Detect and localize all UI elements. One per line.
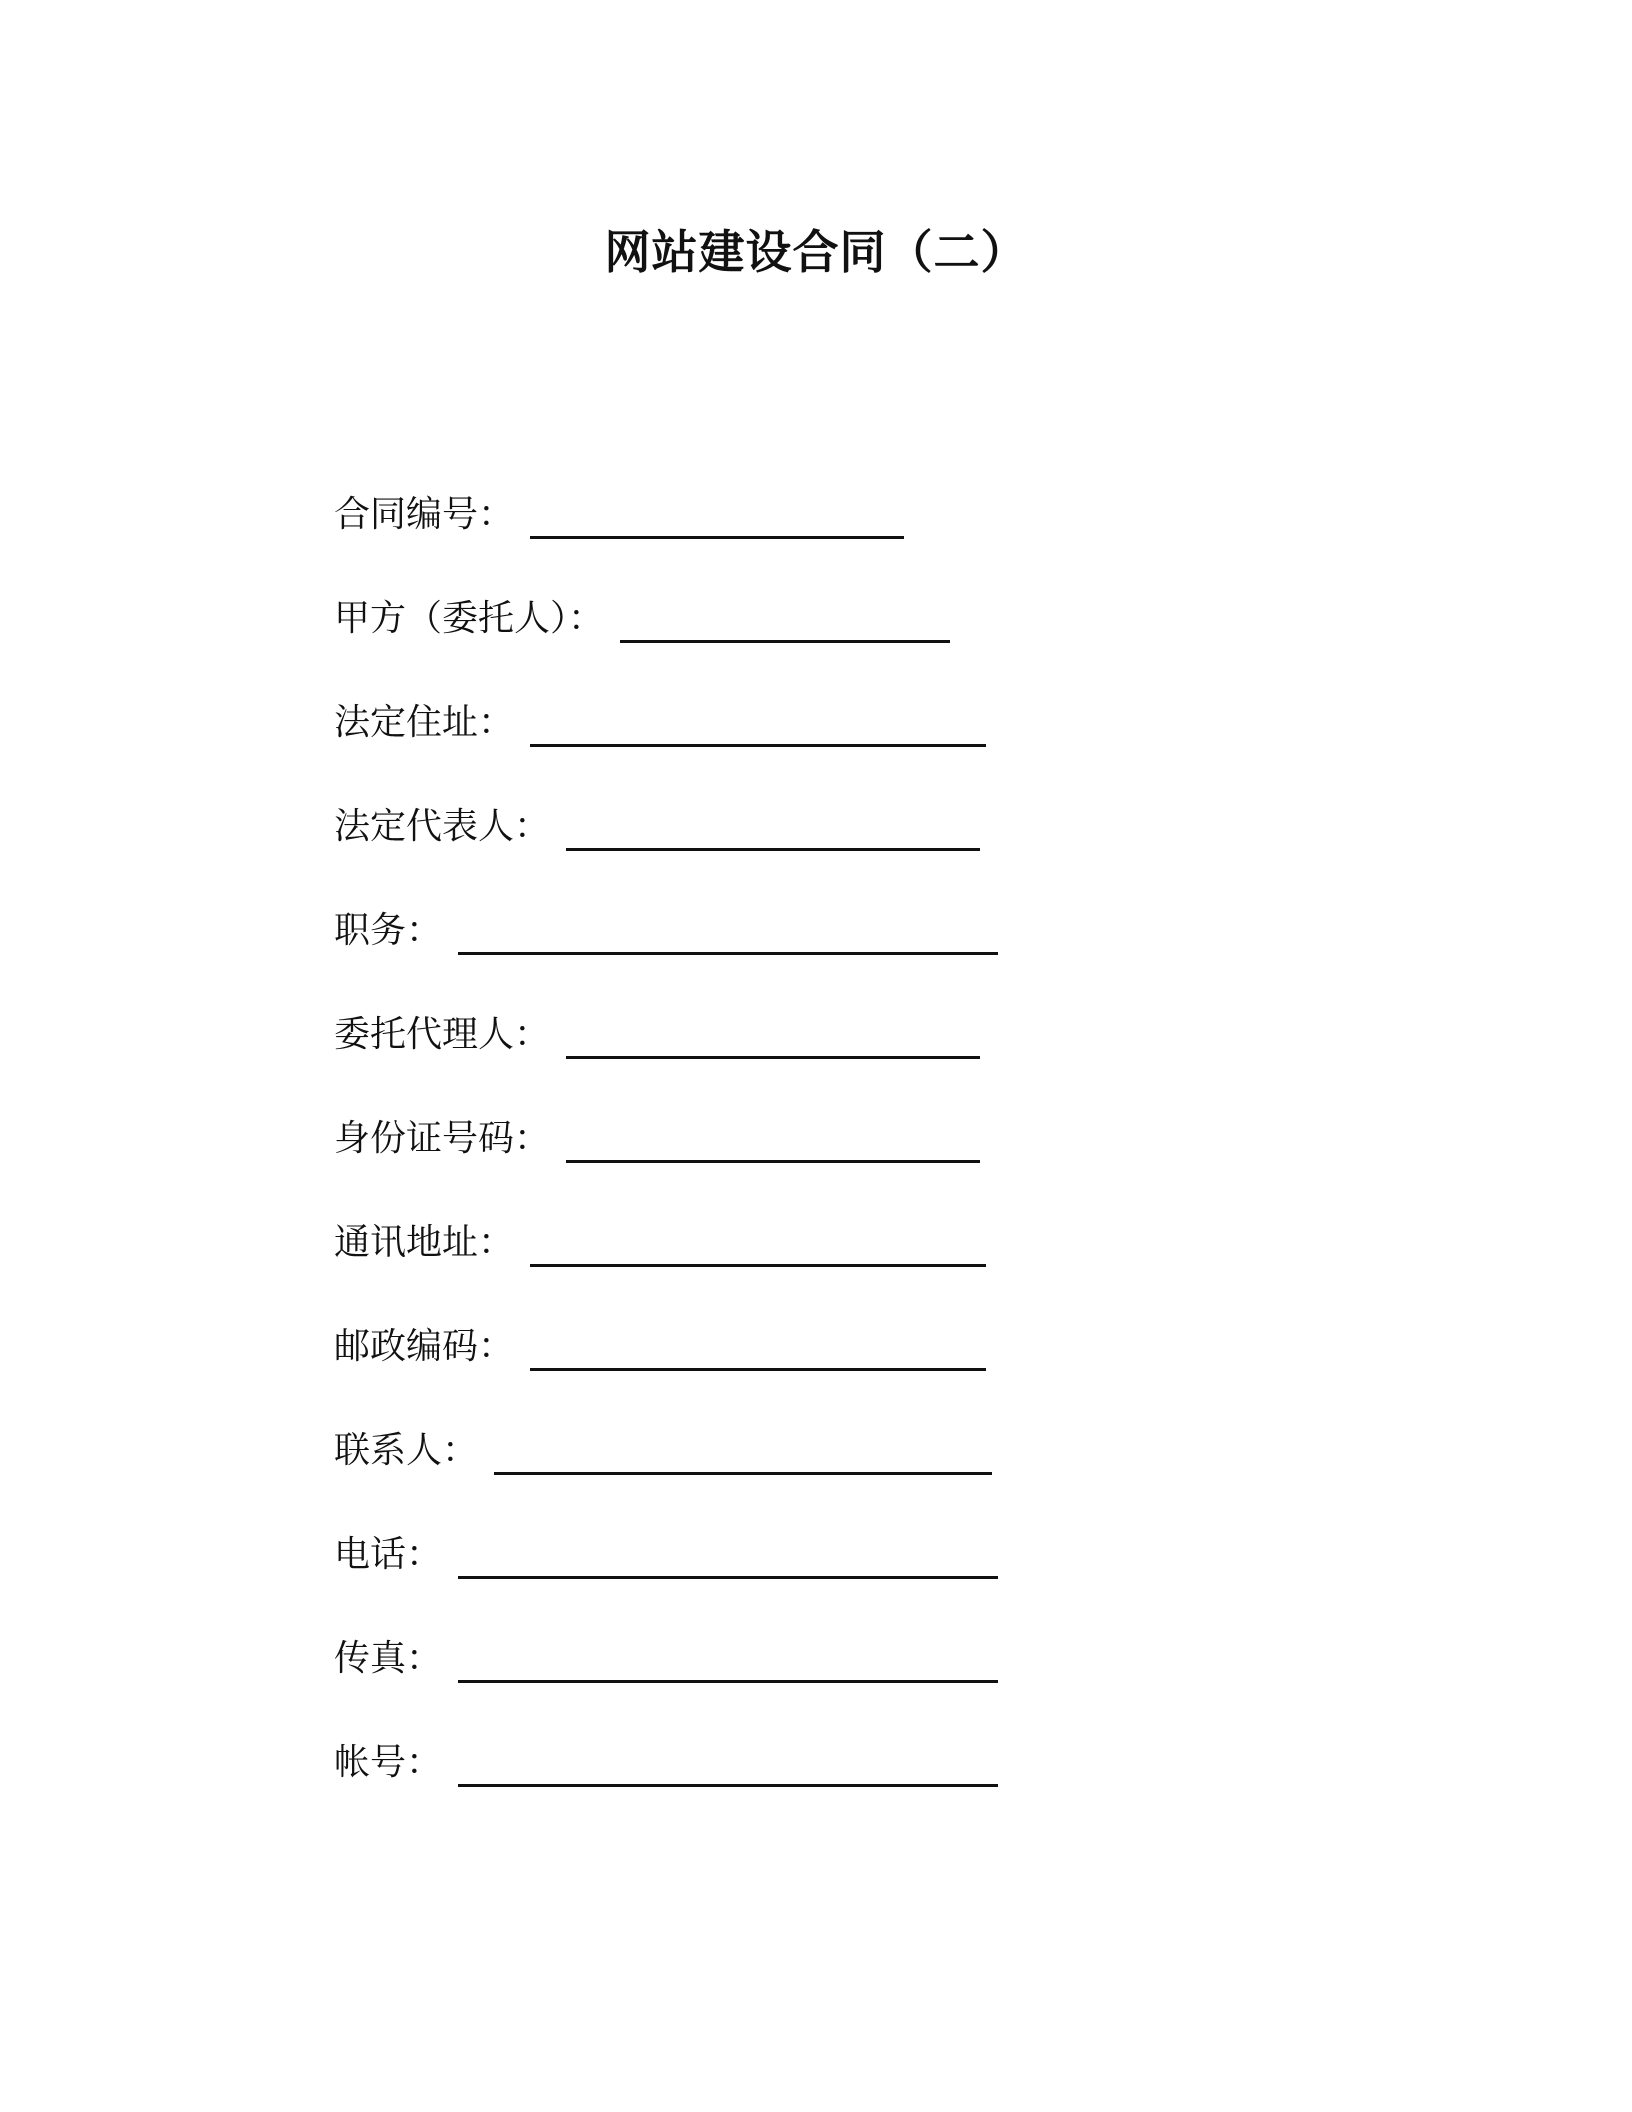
account-number-blank[interactable]	[458, 1736, 998, 1787]
mailing-address-row	[334, 1216, 1334, 1320]
party-a-label: 甲方（委托人）：	[334, 598, 605, 639]
legal-representative-row	[334, 800, 1334, 904]
postal-code-row	[334, 1320, 1334, 1424]
fax-row	[334, 1632, 1334, 1736]
mailing-address-label: 通讯地址：	[334, 1222, 515, 1263]
fax-label: 传真：	[334, 1638, 443, 1679]
id-number-row	[334, 1112, 1334, 1216]
position-row	[334, 904, 1334, 1008]
mailing-address-blank[interactable]	[530, 1216, 986, 1267]
legal-address-label: 法定住址：	[334, 702, 515, 743]
contact-person-blank[interactable]	[494, 1424, 992, 1475]
fax-blank[interactable]	[458, 1632, 998, 1683]
legal-address-row	[334, 696, 1334, 800]
contact-person-label: 联系人：	[334, 1430, 479, 1471]
account-number-row	[334, 1736, 1334, 1840]
phone-row	[334, 1528, 1334, 1632]
contact-person-row	[334, 1424, 1334, 1528]
postal-code-label: 邮政编码：	[334, 1326, 515, 1367]
phone-label: 电话：	[334, 1534, 443, 1575]
party-a-blank[interactable]	[620, 592, 950, 643]
position-label: 职务：	[334, 910, 443, 951]
postal-code-blank[interactable]	[530, 1320, 986, 1371]
party-a-row	[334, 592, 1334, 696]
contract-number-row	[334, 488, 1334, 592]
document-title: 网站建设合同（二）	[604, 225, 1028, 279]
phone-blank[interactable]	[458, 1528, 998, 1579]
account-number-label: 帐号：	[334, 1742, 443, 1783]
id-number-label: 身份证号码：	[334, 1118, 551, 1159]
contract-number-blank[interactable]	[530, 488, 904, 539]
id-number-blank[interactable]	[566, 1112, 980, 1163]
authorized-agent-blank[interactable]	[566, 1008, 980, 1059]
legal-representative-blank[interactable]	[566, 800, 980, 851]
position-blank[interactable]	[458, 904, 998, 955]
legal-representative-label: 法定代表人：	[334, 806, 551, 847]
authorized-agent-row	[334, 1008, 1334, 1112]
contract-number-label: 合同编号：	[334, 494, 515, 535]
legal-address-blank[interactable]	[530, 696, 986, 747]
authorized-agent-label: 委托代理人：	[334, 1014, 551, 1055]
contract-fields	[334, 488, 1334, 1840]
